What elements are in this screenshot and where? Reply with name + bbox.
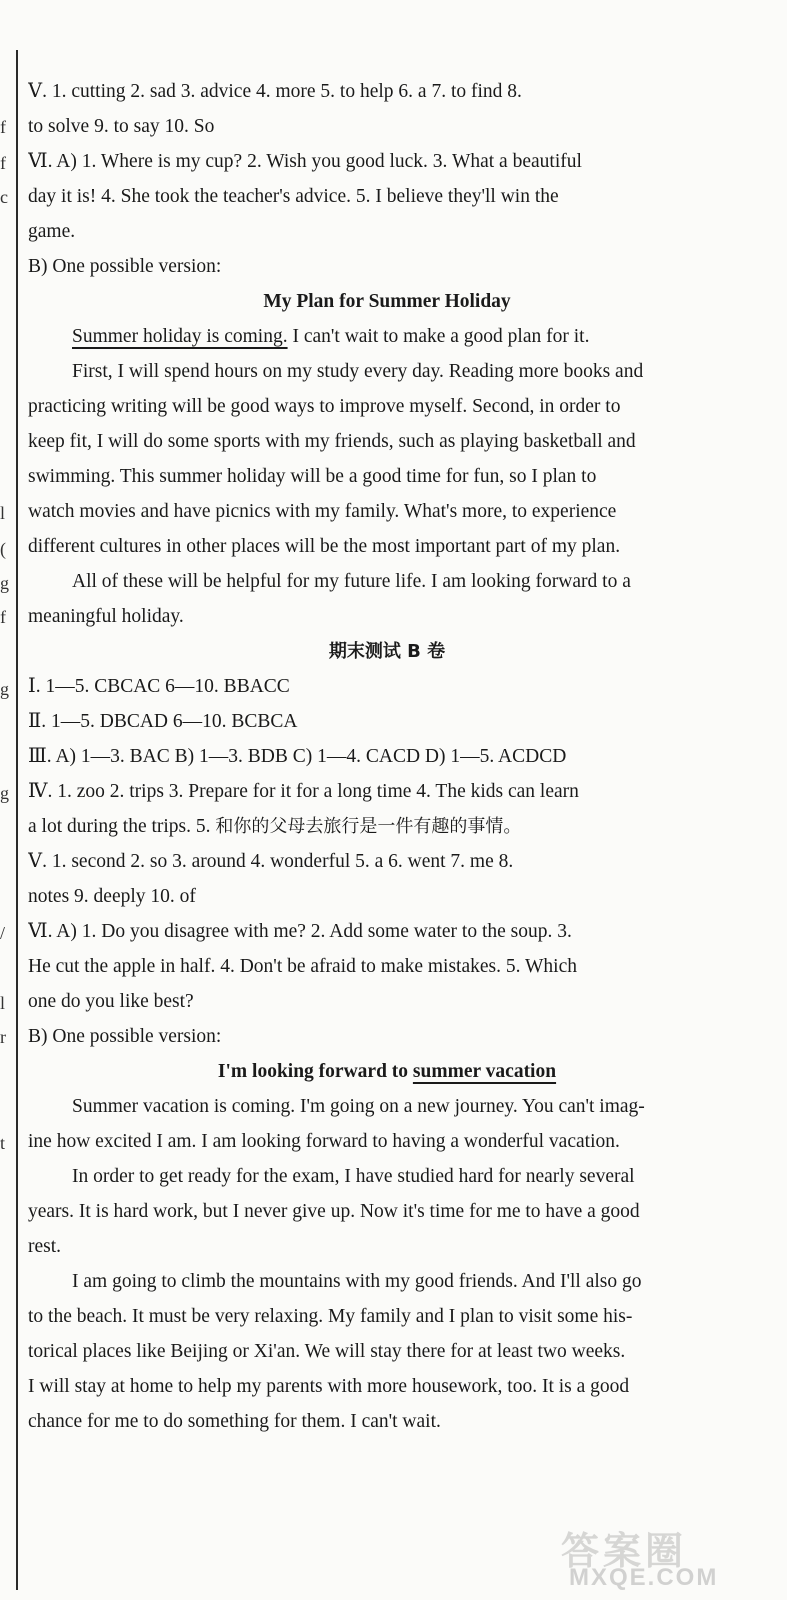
section-vi-a-answers-cont: day it is! 4. She took the teacher's advice. 5. I believe they'll win the <box>28 186 559 207</box>
essay-line: I will stay at home to help my parents with more housework, too. It is a good <box>28 1376 630 1397</box>
essay-line <box>28 319 746 354</box>
essay-line: First, I will spend hours on my study every day. Reading more books and <box>72 361 644 382</box>
section-vi-b-label-b: B) One possible version: <box>28 1026 222 1047</box>
edge-fragment: t <box>0 1133 6 1153</box>
essay-line: rest. <box>28 1236 62 1257</box>
essay-line: I am going to climb the mountains with my good friends. And I'll also go <box>72 1271 642 1292</box>
section-v-answers: Ⅴ. 1. cutting 2. sad 3. advice 4. more 5. to help 6. a 7. to find 8. <box>28 81 522 102</box>
essay-line: ine how excited I am. I am looking forward to having a wonderful vacation. <box>28 1131 620 1152</box>
site-watermark <box>561 1520 751 1591</box>
essay-line: watch movies and have picnics with my family. What's more, to experience <box>28 501 617 522</box>
essay-line: In order to get ready for the exam, I have studied hard for nearly several <box>72 1166 635 1187</box>
watermark-url: MXQE.COM <box>569 1564 719 1591</box>
section-v-answers-cont: to solve 9. to say 10. So <box>28 116 215 137</box>
essay-line: chance for me to do something for them. I can't wait. <box>28 1411 441 1432</box>
edge-fragment: l <box>0 503 6 523</box>
essay-line: years. It is hard work, but I never give up. Now it's time for me to have a good <box>28 1201 640 1222</box>
essay-line: practicing writing will be good ways to improve myself. Second, in order to <box>28 396 621 417</box>
watermark-logo-text: 答案圈 <box>561 1529 688 1573</box>
section-title-final-test-b <box>28 634 746 669</box>
essay-line: swimming. This summer holiday will be a good time for fun, so I plan to <box>28 466 597 487</box>
essay-line: keep fit, I will do some sports with my friends, such as playing basketball and <box>28 431 636 452</box>
section-vi-a-answers-b-end: one do you like best? <box>28 991 194 1012</box>
section-iii-answers: Ⅲ. A) 1—3. BAC B) 1—3. BDB C) 1—4. CACD D) 1—5. ACDCD <box>28 746 567 767</box>
essay-line: Summer vacation is coming. I'm going on a new journey. You can't imag- <box>72 1096 645 1117</box>
title-text: I'm looking forward to <box>217 1061 413 1082</box>
section-v-answers-b: Ⅴ. 1. second 2. so 3. around 4. wonderful 5. a 6. went 7. me 8. <box>28 851 514 872</box>
essay-line: All of these will be helpful for my future life. I am looking forward to a <box>72 571 631 592</box>
underlined-sentence: Summer holiday is coming. <box>72 326 288 347</box>
section-vi-a-answers: Ⅵ. A) 1. Where is my cup? 2. Wish you good luck. 3. What a beautiful <box>28 151 582 172</box>
section-vi-a-answers-b-cont: He cut the apple in half. 4. Don't be afraid to make mistakes. 5. Which <box>28 956 577 977</box>
title-underlined: summer vacation <box>412 1061 557 1082</box>
chinese-translation: 和你的父母去旅行是一件有趣的事情。 <box>215 816 522 837</box>
section-ii-answers: Ⅱ. 1—5. DBCAD 6—10. BCBCA <box>28 711 298 732</box>
edge-fragment: / <box>0 923 6 943</box>
edge-fragment: f <box>0 153 6 173</box>
section-v-answers-b-cont: notes 9. deeply 10. of <box>28 886 196 907</box>
edge-fragment: c <box>0 187 8 207</box>
edge-fragment: g <box>0 573 9 593</box>
edge-fragment: ( <box>0 539 6 559</box>
section-i-answers: Ⅰ. 1—5. CBCAC 6—10. BBACC <box>28 676 290 697</box>
page-binding-rule <box>16 50 18 1590</box>
section-iv-answers-cont <box>28 809 746 844</box>
essay-line: torical places like Beijing or Xi'an. We will stay there for at least two weeks. <box>28 1341 626 1362</box>
edge-fragment: r <box>0 1027 6 1047</box>
answer-key-page <box>28 74 746 1439</box>
section-vi-a-answers-end: game. <box>28 221 76 242</box>
answer-text: a lot during the trips. 5. <box>28 816 216 837</box>
edge-fragment: g <box>0 679 9 699</box>
section-title-text: 期末测试 B 卷 <box>328 641 446 662</box>
edge-fragment: f <box>0 607 6 627</box>
section-vi-b-label: B) One possible version: <box>28 256 222 277</box>
edge-fragment: f <box>0 117 6 137</box>
essay-title-summer-vacation <box>28 1054 746 1089</box>
edge-fragment: g <box>0 783 9 803</box>
section-iv-answers: Ⅳ. 1. zoo 2. trips 3. Prepare for it for a long time 4. The kids can learn <box>28 781 579 802</box>
edge-fragment: l <box>0 993 6 1013</box>
section-vi-a-answers-b: Ⅵ. A) 1. Do you disagree with me? 2. Add some water to the soup. 3. <box>28 921 572 942</box>
essay-title-summer-plan: My Plan for Summer Holiday <box>263 291 511 312</box>
essay-line: meaningful holiday. <box>28 606 184 627</box>
essay-text: I can't wait to make a good plan for it. <box>287 326 590 347</box>
essay-line: different cultures in other places will be the most important part of my plan. <box>28 536 621 557</box>
essay-line: to the beach. It must be very relaxing. My family and I plan to visit some his- <box>28 1306 633 1327</box>
